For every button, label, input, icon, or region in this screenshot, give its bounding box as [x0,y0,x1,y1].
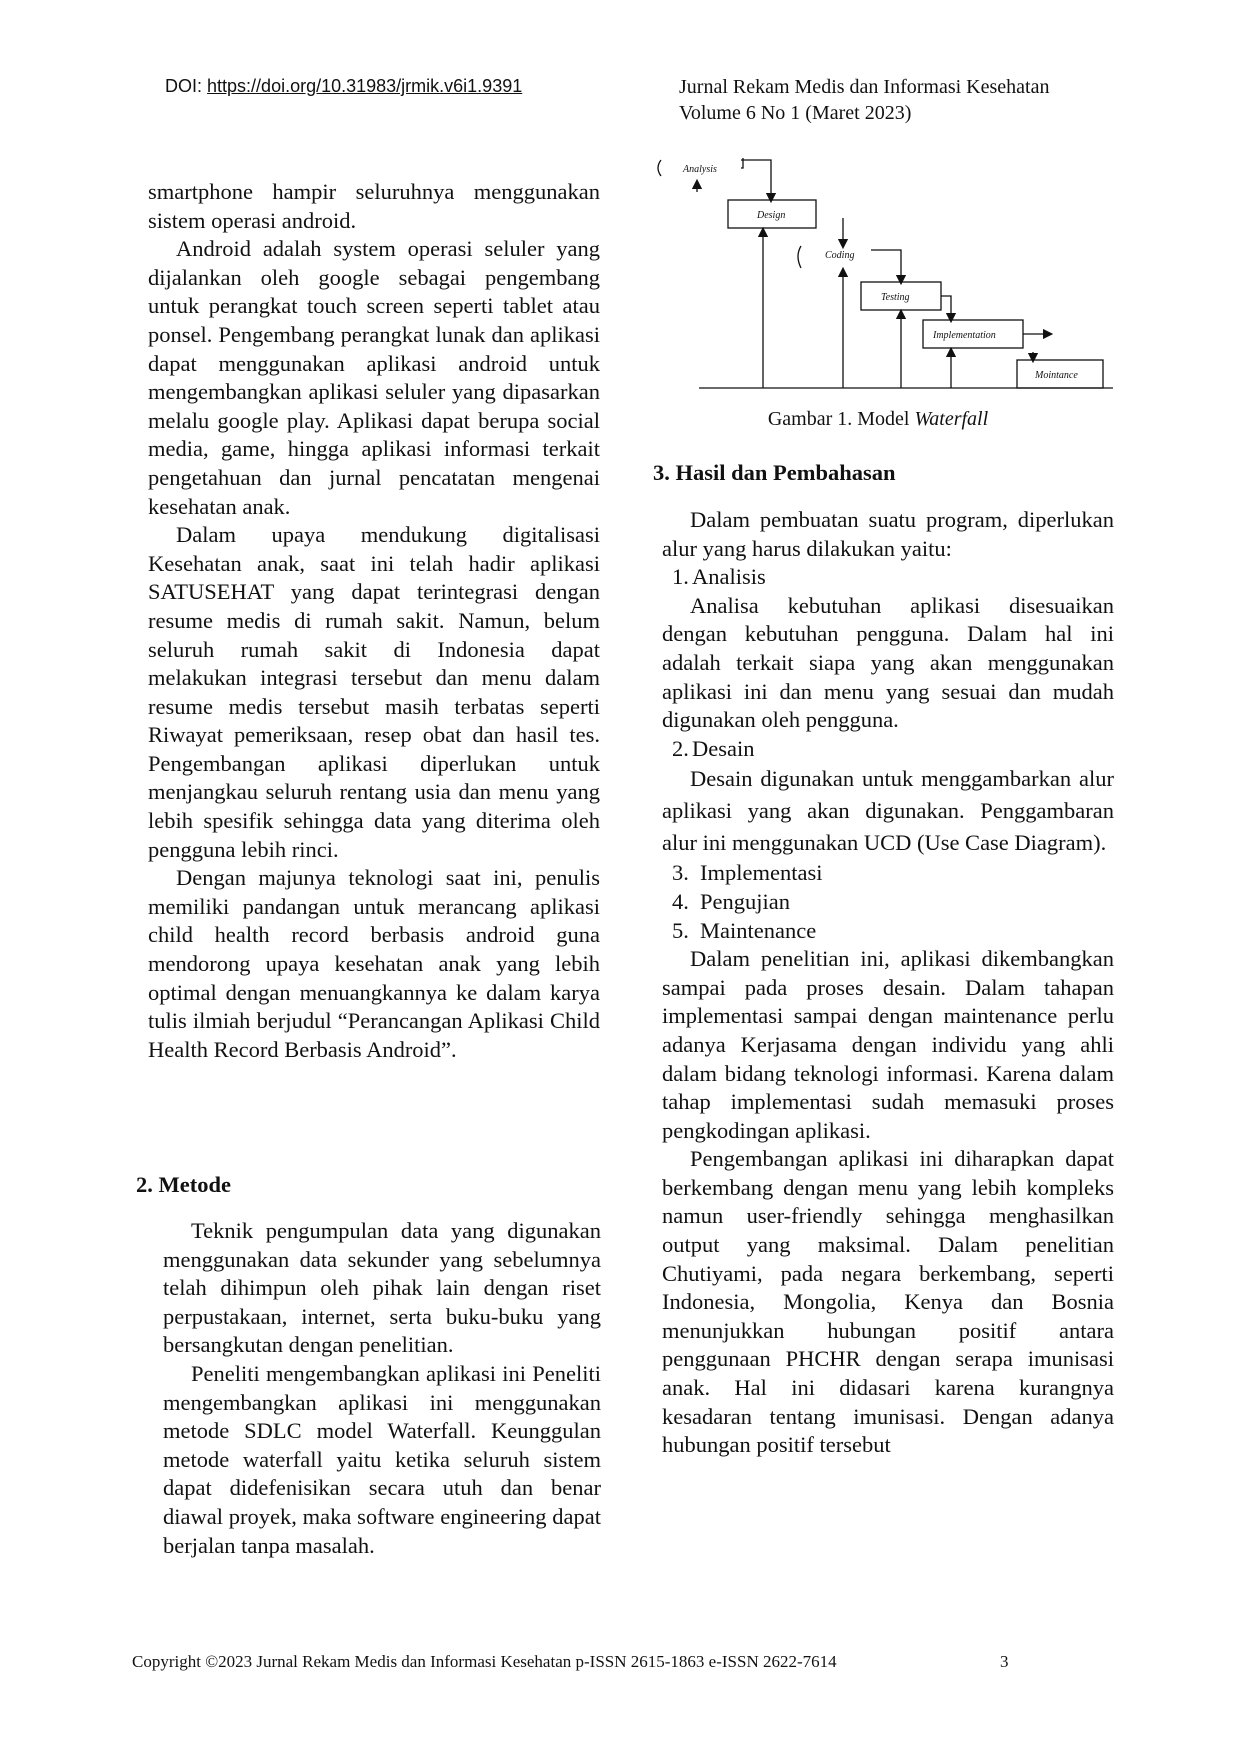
list-number: 2. [672,735,689,761]
paragraph: Peneliti mengembangkan aplikasi ini Peneliti mengembangkan aplikasi ini menggunakan metode SDLC model Waterfall. Keunggulan metode waterfall yaitu ketika seluruh sistem dapat didefenisikan secara utuh dan benar diawal proyek, maka software engineering dapat berjalan tanpa masalah. [163,1360,601,1558]
step-title: Implementasi [700,860,823,886]
paragraph: Dalam pembuatan suatu program, diperlukan alur yang harus dilakukan yaitu: [662,507,1114,561]
caption-italic: Waterfall [914,408,989,430]
paragraph: Android adalah system operasi seluler yang dijalankan oleh google sebagai pengembang untuk perangkat touch screen seperti tablet atau ponsel. Pengembang perangkat lunak dan aplikasi dapat menggunakan aplikasi android untuk mengembangkan aplikasi seluler yang dipasarkan melalu google play. Aplikasi dapat berupa social media, game, hingga aplikasi informasi terkait pengetahuan dan jurnal pencatatan mengenai kesehatan anak. [148,236,600,519]
journal-volume: Volume 6 No 1 (Maret 2023) [679,102,912,124]
journal-info [679,74,1049,126]
paragraph: Dalam penelitian ini, aplikasi dikembangkan sampai pada proses desain. Dalam tahapan implementasi sampai dengan maintenance perlu adanya Kerjasama dengan individu yang ahli dalam bidang teknologi informasi. Karena dalam tahap implementasi sudah memasuki proses pengkodingan aplikasi. [662,946,1114,1143]
label-testing: Testing [881,292,910,303]
left-column [148,178,600,1064]
steps-list [662,859,1114,945]
doi-line [165,76,522,97]
journal-title: Jurnal Rekam Medis dan Informasi Kesehatan [679,76,1050,98]
step-title: Analisis [692,564,766,590]
section-heading-metode: 2. Metode [136,1172,231,1197]
caption-prefix: Gambar 1. Model [767,408,910,430]
list-item [662,859,1114,888]
list-number: 5. [672,917,689,943]
list-item [662,888,1114,917]
list-item [662,563,1114,592]
footer-copyright: Copyright ©2023 Jurnal Rekam Medis dan Informasi Kesehatan p-ISSN 2615-1863 e-ISSN 2622-7614 [132,1652,837,1671]
paragraph: Dengan majunya teknologi saat ini, penulis memiliki pandangan untuk merancang aplikasi child health record berbasis android guna mendorong upaya kesehatan anak yang lebih optimal dengan menuangkannya ke dalam karya tulis ilmiah berjudul “Perancangan Aplikasi Child Health Record Berbasis Android”. [148,865,600,1062]
step-title: Pengujian [700,888,790,914]
right-column [662,506,1114,1460]
paragraph: Teknik pengumpulan data yang digunakan menggunakan data sekunder yang sebelumnya telah dihimpun oleh pihak lain dengan riset perpustakaan, internet, serta buku-buku yang bersangkutan dengan penelitian. [163,1218,601,1358]
list-item [662,917,1114,946]
step-title: Maintenance [700,917,817,943]
step-description: Analisa kebutuhan aplikasi disesuaikan dengan kebutuhan pengguna. Dalam hal ini adalah terkait siapa yang akan menggunakan aplikasi ini dan menu yang sesuai dan mudah digunakan oleh pengguna. [662,592,1114,733]
doi-link[interactable]: https://doi.org/10.31983/jrmik.v6i1.9391 [207,76,523,96]
list-number: 1. [672,564,689,590]
label-analysis: Analysis [683,164,717,175]
bracket [658,160,661,176]
section-heading-hasil: 3. Hasil dan Pembahasan [653,460,896,485]
waterfall-diagram [653,158,1113,408]
steps-list [662,563,1114,592]
page-number: 3 [1000,1652,1009,1671]
list-item [662,735,1114,764]
label-implementation: Implementation [933,330,996,341]
list-number: 4. [672,888,689,914]
doi-label: DOI: [165,76,203,96]
paragraph: Pengembangan aplikasi ini diharapkan dapat berkembang dengan menu yang lebih kompleks namun user-friendly sehingga menghasilkan output yang maksimal. Dalam penelitian Chutiyami, pada negara berkembang, seperti Indonesia, Mongolia, Kenya dan Bosnia menunjukkan hubungan positif antara penggunaan PHCHR dengan serapa imunisasi anak. Hal ini didasari karena kurangnya kesadaran tentang imunisasi. Dengan adanya hubungan positif tersebut [662,1146,1114,1458]
step-title: Desain [692,735,755,761]
metode-body [163,1217,601,1560]
steps-list [662,735,1114,764]
list-number: 3. [672,860,689,886]
label-coding: Coding [825,250,855,261]
paragraph: Dalam upaya mendukung digitalisasi Kesehatan anak, saat ini telah hadir aplikasi SATUSEHAT yang dapat terintegrasi dengan resume medis di rumah sakit. Namun, belum seluruh rumah sakit di Indonesia dapat melakukan integrasi tersebut dan menu dalam resume medis tersebut masih terbatas seperti Riwayat pemeriksaan, resep obat dan hasil tes. Pengembangan aplikasi diperlukan untuk menjangkau seluruh rentang usia dan menu yang lebih spesifik sehingga data yang diterima oleh pengguna lebih rinci. [148,522,600,862]
paragraph: smartphone hampir seluruhnya menggunakan sistem operasi android. [148,179,600,233]
label-maintenance: Mointance [1035,370,1078,381]
label-design: Design [757,210,786,221]
step-description: Desain digunakan untuk menggambarkan alur aplikasi yang akan digunakan. Penggambaran alur ini menggunakan UCD (Use Case Diagram). [662,766,1114,856]
figure-caption [653,408,1103,431]
